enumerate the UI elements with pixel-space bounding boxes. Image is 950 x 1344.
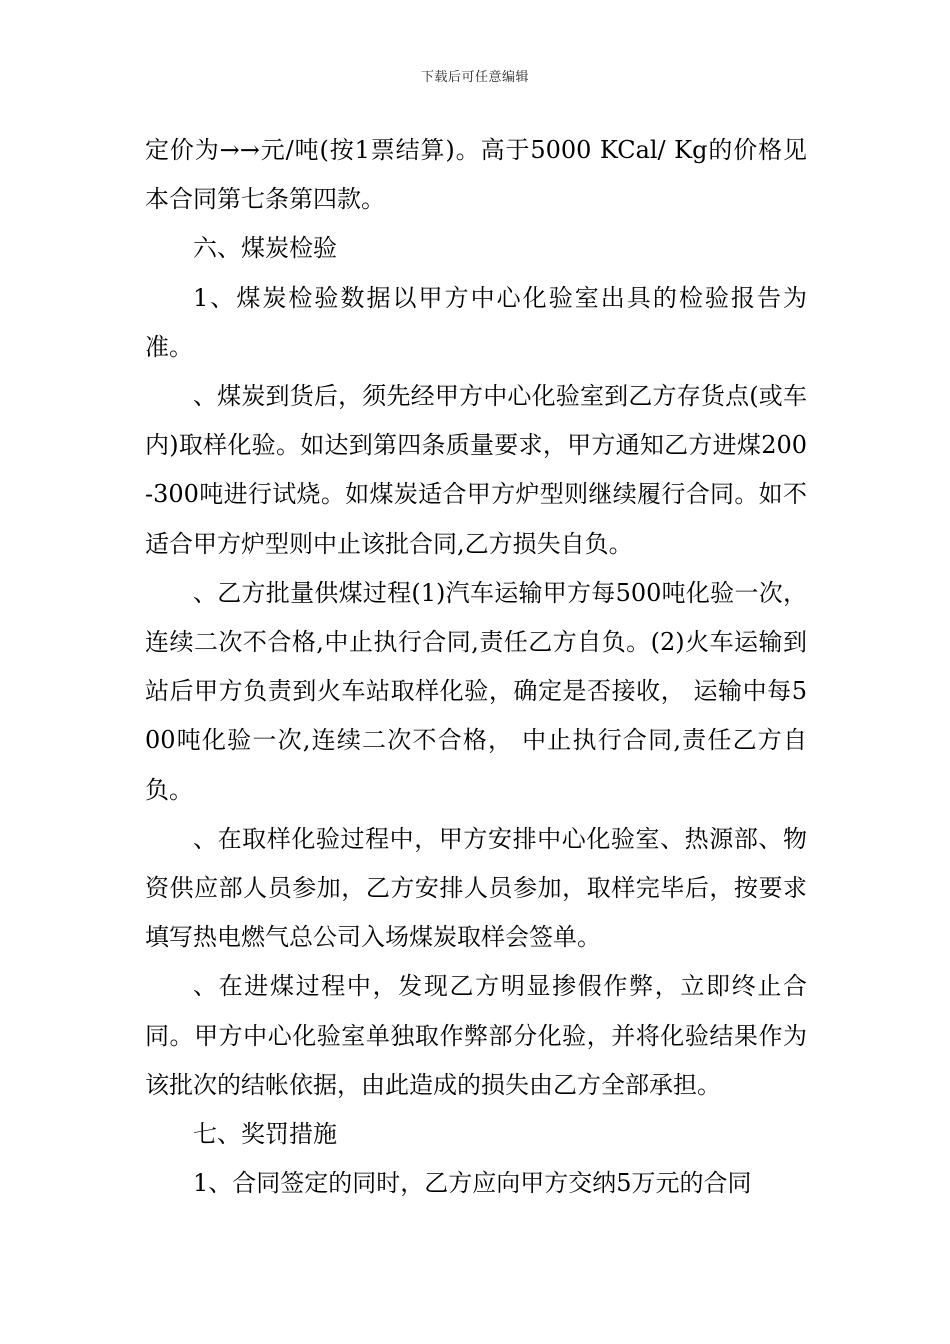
- section-heading-rewards-penalties: 七、奖罚措施: [193, 1120, 337, 1149]
- paragraph-deposit: 1、合同签定的同时，乙方应向甲方交纳5万元的合同: [193, 1169, 752, 1198]
- paragraph-inspection-data: 1、煤炭检验数据以甲方中心化验室出具的检验报告为准。: [145, 283, 807, 361]
- paragraph-sampling-process: 、在取样化验过程中，甲方安排中心化验室、热源部、物资供应部人员参加，乙方安排人员参加，取样完毕后，按要求填写热电燃气总公司入场煤炭取样会签单。: [145, 824, 807, 952]
- section-heading-coal-inspection: 六、煤炭检验: [193, 234, 337, 263]
- paragraph-arrival-sampling: 、煤炭到货后，须先经甲方中心化验室到乙方存货点(或车内)取样化验。如达到第四条质量要求，甲方通知乙方进煤200-300吨进行试烧。如煤炭适合甲方炉型则继续履行合同。如不适合甲方炉型则中止该批合同,乙方损失自负。: [145, 382, 807, 558]
- document-body: [145, 126, 807, 1208]
- page-header: 下载后可任意编辑: [420, 70, 529, 85]
- paragraph-batch-supply: 、乙方批量供煤过程(1)汽车运输甲方每500吨化验一次，连续二次不合格,中止执行合同,责任乙方自负。(2)火车运输到站后甲方负责到火车站取样化验，确定是否接收， 运输中每500吨化验一次,连续二次不合格， 中止执行合同,责任乙方自负。: [145, 578, 807, 804]
- paragraph-price: 定价为→→元/吨(按1票结算)。高于5000 KCal/ Kg的价格见本合同第七条第四款。: [145, 136, 807, 214]
- paragraph-fraud-termination: 、在进煤过程中，发现乙方明显掺假作弊，立即终止合同。甲方中心化验室单独取作弊部分化验，并将化验结果作为该批次的结帐依据，由此造成的损失由乙方全部承担。: [145, 972, 807, 1099]
